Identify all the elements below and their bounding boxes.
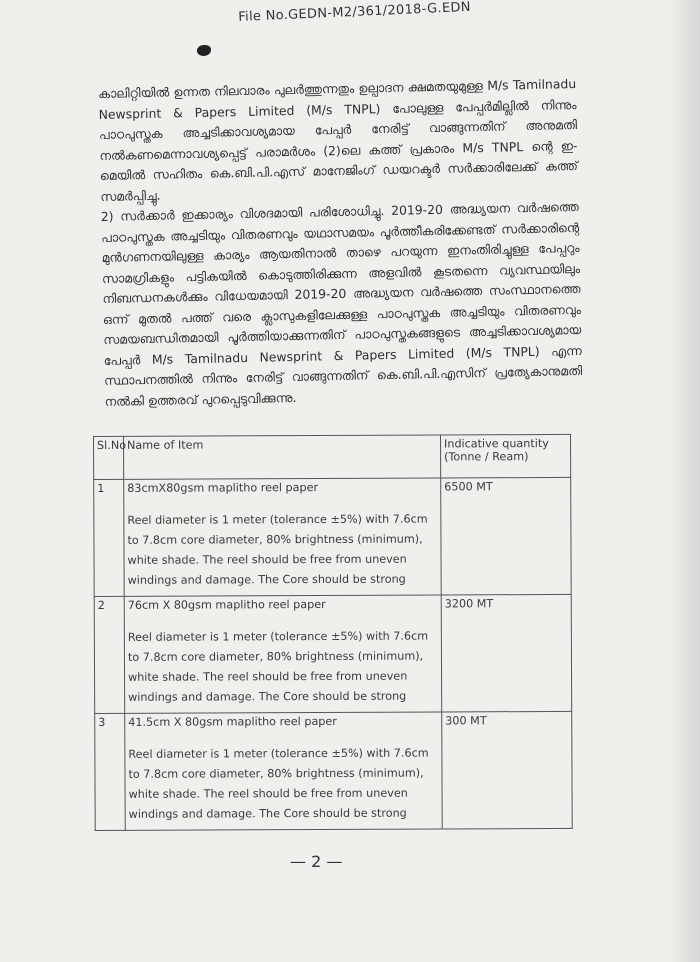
row-quantity: 3200 MT [441,594,572,712]
row-sl-no: 1 [94,479,125,596]
row-item-cell [125,712,443,830]
item-title: 76cm X 80gsm maplitho reel paper [127,597,326,612]
row-quantity: 300 MT [442,711,573,829]
file-number-header: File No.GEDN-M2/361/2018-G.EDN [238,0,472,25]
row-item-cell [124,595,442,713]
paragraph-1: കാലിറ്റിയിൽ ഉന്നത നിലവാരം പുലർത്തുന്നതും ഉല്പാദന ക്ഷമതയുമുള്ള M/s Tamilnadu Newsprint & Papers Limited (M/s TNPL) പോലുള്ള പേപ്പർമില്ലിൽ നിന്നും പാഠപുസ്തക അച്ചടിക്കാവശ്യമായ പേപ്പർ നേരിട്ട് വാങ്ങുന്നതിന് അനുമതി നൽകണമെന്നാവശ്യപ്പെട്ട് പരാമർശം (2)ലെ കത്ത് പ്രകാരം M/s TNPL ന്റെ ഇ-മെയിൽ സഹിതം കെ.ബി.പി.എസ് മാനേജിംഗ് ഡയറക്ടർ സർക്കാരിലേക്ക് കത്ത് സമർപ്പിച്ചു. [98,75,578,204]
row-item-cell [124,478,442,596]
table-row [95,711,573,830]
page-edge-shadow [670,0,700,962]
header-item-name: Name of Item [124,435,441,479]
item-description: Reel diameter is 1 meter (tolerance ±5%) with 7.6cm to 7.8cm core diameter, 80% brightness (minimum), white shade. The reel should be free from uneven windings and damage. The Core should be strong [127,629,429,704]
items-table [93,434,573,831]
header-quantity: Indicative quantity (Tonne / Ream) [440,434,570,478]
item-title: 83cmX80gsm maplitho reel paper [127,481,319,495]
ink-blot-mark [197,45,211,56]
row-sl-no: 2 [94,596,125,713]
item-description: Reel diameter is 1 meter (tolerance ±5%) with 7.6cm to 7.8cm core diameter, 80% brightness (minimum), white shade. The reel should be free from uneven windings and damage. The Core should be strong [127,512,428,587]
table-row [94,594,572,713]
table-row [94,477,572,596]
page-number: — 2 — [290,852,343,871]
header-sl-no: Sl.No [94,436,124,479]
items-table-wrap [93,434,573,831]
paragraph-2: 2) സർക്കാർ ഇക്കാര്യം വിശദമായി പരിശോധിച്ചു. 2019-20 അദ്ധ്യയന വർഷത്തെ പാഠപുസ്തക അച്ചടിയും വിതരണവും യഥാസമയം പൂർത്തീകരിക്കേണ്ടത് സർക്കാരിന്റെ മുൻഗണനയിലുള്ള കാര്യം ആയതിനാൽ താഴെ പറയുന്ന ഇനംതിരിച്ചുള്ള പേപ്പറും സാമഗ്രികളും പട്ടികയിൽ കൊടുത്തിരിക്കുന്ന അളവിൽ കൂടതന്നെ വ്യവസ്ഥയിലും നിബന്ധനകൾക്കും വിധേയമായി 2019-20 അദ്ധ്യയന വർഷത്തെ സംസ്ഥാനത്തെ ഒന്ന് മുതൽ പത്ത് വരെ ക്ലാസുകളിലേക്കുള്ള പാഠപുസ്തക അച്ചടിയും വിതരണവും സമയബന്ധിതമായി പൂർത്തിയാക്കുന്നതിന് പാഠപുസ്തകങ്ങളുടെ അച്ചടിക്കാവശ്യമായ പേപ്പർ M/s Tamilnadu Newsprint & Papers Limited (M/s TNPL) എന്ന സ്ഥാപനത്തിൽ നിന്നും നേരിട്ട് വാങ്ങുന്നതിന് കെ.ബി.പി.എസിന് പ്രത്യേകാനുമതി നൽകി ഉത്തരവ് പുറപ്പെടുവിക്കുന്നു. [100,198,583,409]
body-text [98,74,583,412]
row-sl-no: 3 [95,713,126,830]
item-description: Reel diameter is 1 meter (tolerance ±5%) with 7.6cm to 7.8cm core diameter, 80% brightness (minimum), white shade. The reel should be free from uneven windings and damage. The Core should be strong [128,746,429,821]
row-quantity: 6500 MT [441,477,572,595]
table-header-row [94,434,571,479]
item-title: 41.5cm X 80gsm maplitho reel paper [128,714,337,729]
